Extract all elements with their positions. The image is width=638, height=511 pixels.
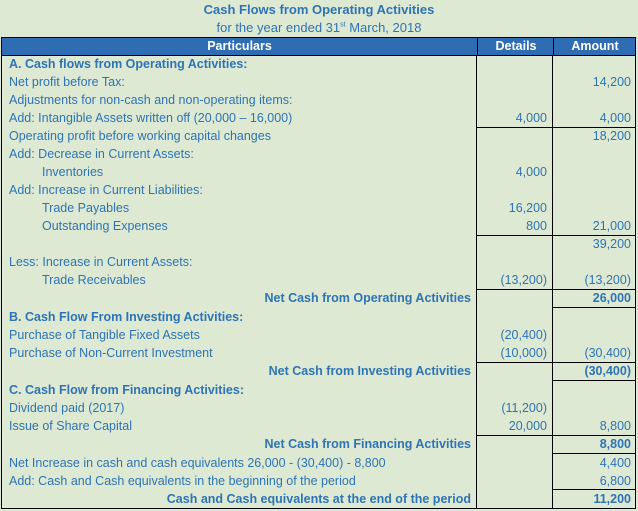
table-row: Purchase of Non-Current Investment (10,000) (30,400) xyxy=(9,346,631,360)
table-row: Less: Increase in Current Assets: xyxy=(9,255,193,269)
cash-flow-table xyxy=(1,37,636,509)
section-heading-investing: B. Cash Flow From Investing Activities: xyxy=(9,310,244,324)
table-row: Add: Decrease in Current Assets: xyxy=(9,147,194,161)
table-row: Add: Increase in Current Liabilities: xyxy=(9,183,203,197)
table-row: Add: Intangible Assets written off (20,000 – 16,000) 4,000 4,000 xyxy=(9,111,631,125)
table-row: Issue of Share Capital 20,000 8,800 xyxy=(9,419,631,433)
section-heading-financing: C. Cash Flow from Financing Activities: xyxy=(9,383,244,397)
table-header xyxy=(2,38,635,56)
subtotal-financing: Net Cash from Financing Activities 8,800 xyxy=(264,437,631,451)
section-heading-operating: A. Cash flows from Operating Activities: xyxy=(9,57,248,71)
header-amount: Amount xyxy=(553,38,636,55)
header-particulars: Particulars xyxy=(207,39,272,53)
header-details: Details xyxy=(477,38,554,55)
table-row: 39,200 xyxy=(592,237,631,251)
table-row: Trade Receivables (13,200) (13,200) xyxy=(42,273,631,287)
table-row: Dividend paid (2017) (11,200) xyxy=(9,401,547,415)
table-row: Outstanding Expenses 800 21,000 xyxy=(42,219,631,233)
table-row: Net profit before Tax: 14,200 xyxy=(9,75,631,89)
table-row: Purchase of Tangible Fixed Assets (20,400) xyxy=(9,328,547,342)
closing-balance-row: Cash and Cash equivalents at the end of the period 11,200 xyxy=(166,492,631,506)
subtotal-operating: Net Cash from Operating Activities 26,000 xyxy=(264,291,631,305)
table-row: Trade Payables 16,200 xyxy=(42,201,547,215)
table-row: Add: Cash and Cash equivalents in the beginning of the period 6,800 xyxy=(9,474,631,488)
statement-subtitle: for the year ended 31st March, 2018 xyxy=(216,20,422,35)
table-row: Adjustments for non-cash and non-operating items: xyxy=(9,93,293,107)
statement-title: Cash Flows from Operating Activities xyxy=(203,2,435,17)
table-row: Net Increase in cash and cash equivalents 26,000 - (30,400) - 8,800 4,400 xyxy=(9,456,631,470)
table-row: Inventories 4,000 xyxy=(42,165,547,179)
subtotal-investing: Net Cash from Investing Activities (30,400) xyxy=(268,364,631,378)
table-row: Operating profit before working capital changes 18,200 xyxy=(9,129,631,143)
